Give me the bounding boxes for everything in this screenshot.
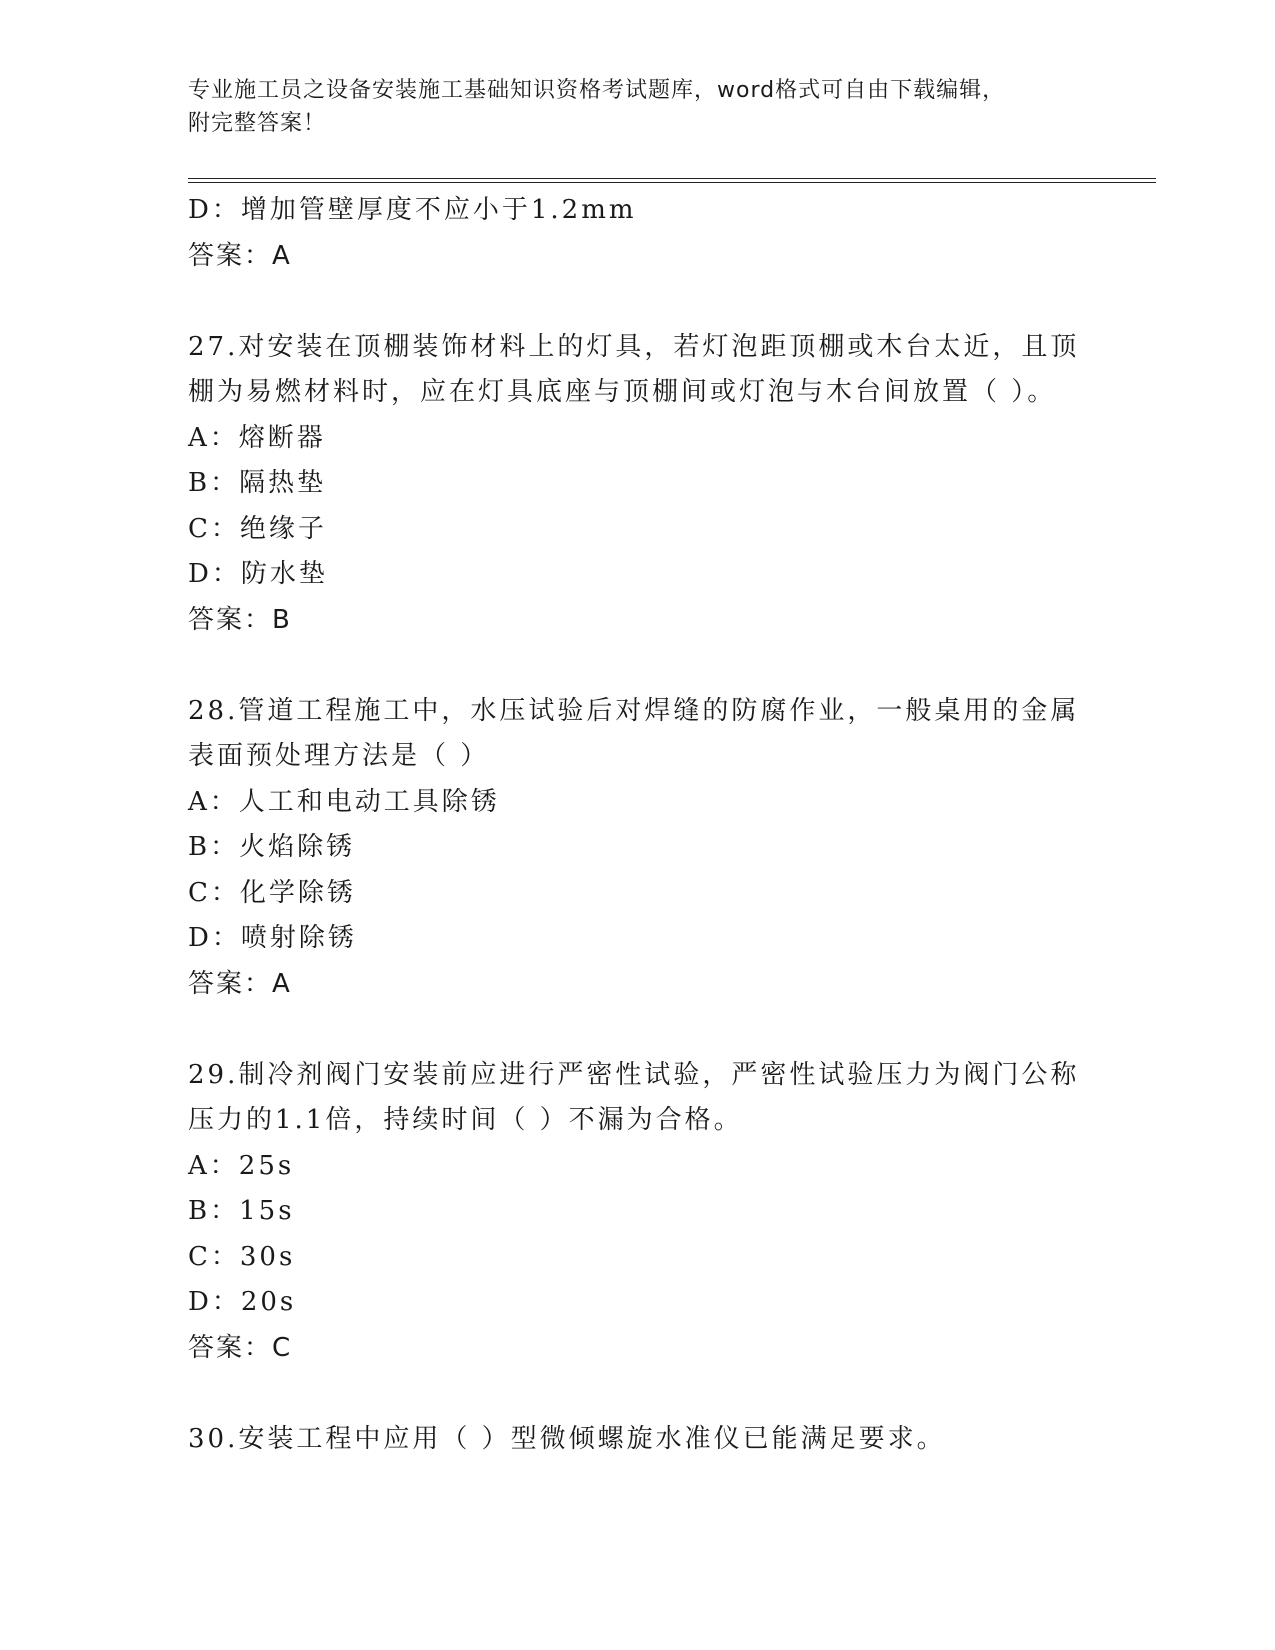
header-title-line-1: 专业施工员之设备安装施工基础知识资格考试题库，word格式可自由下载编辑，: [188, 78, 1006, 103]
question-list: [188, 188, 1088, 1462]
question-text-line-1: 28.管道工程施工中，水压试验后对焊缝的防腐作业，一般桌用的金属: [188, 695, 1080, 726]
option-d: D：防水垫: [188, 559, 328, 589]
option-d: D：喷射除锈: [188, 923, 357, 953]
spacer: [188, 279, 1088, 325]
question-text-line-2: 棚为易燃材料时，应在灯具底座与顶棚间或灯泡与木台间放置（ ）。: [188, 377, 1057, 407]
header-title-line-2: 附完整答案！: [188, 111, 327, 136]
option-a: A：25s: [188, 1150, 295, 1181]
question-text-line-1: 29.制冷剂阀门安装前应进行严密性试验，严密性试验压力为阀门公称: [188, 1059, 1080, 1090]
question-text-line-2: 压力的1.1倍，持续时间（ ）不漏为合格。: [188, 1105, 743, 1135]
answer: 答案：A: [188, 968, 292, 999]
option-a: A：人工和电动工具除锈: [188, 786, 500, 817]
question-text-line-2: 表面预处理方法是（ ）: [188, 741, 490, 771]
question-29: [188, 1053, 1088, 1372]
answer: 答案：C: [188, 1332, 293, 1363]
spacer: [188, 643, 1088, 689]
option-d: D：20s: [188, 1287, 297, 1317]
question-27: [188, 325, 1088, 644]
question-30: [188, 1417, 1088, 1463]
spacer: [188, 1007, 1088, 1053]
option-c: C：绝缘子: [188, 513, 327, 544]
answer: 答案：B: [188, 604, 292, 635]
question-28: [188, 689, 1088, 1008]
question-26-tail: [188, 188, 1088, 279]
option-b: B：隔热垫: [188, 468, 327, 498]
option-b: B：15s: [188, 1196, 295, 1226]
option-c: C：30s: [188, 1241, 296, 1272]
answer: 答案：A: [188, 240, 292, 271]
option-b: B：火焰除锈: [188, 832, 356, 862]
question-text-line-1: 30.安装工程中应用（ ）型微倾螺旋水准仪已能满足要求。: [188, 1423, 946, 1454]
option-a: A：熔断器: [188, 422, 326, 453]
page-header: [188, 74, 1088, 140]
question-text-line-1: 27.对安装在顶棚装饰材料上的灯具，若灯泡距顶棚或木台太近，且顶: [188, 331, 1080, 362]
spacer: [188, 1371, 1088, 1417]
option-d: D：增加管壁厚度不应小于1.2mm: [188, 195, 637, 225]
option-c: C：化学除锈: [188, 877, 356, 908]
header-divider: [188, 178, 1156, 183]
